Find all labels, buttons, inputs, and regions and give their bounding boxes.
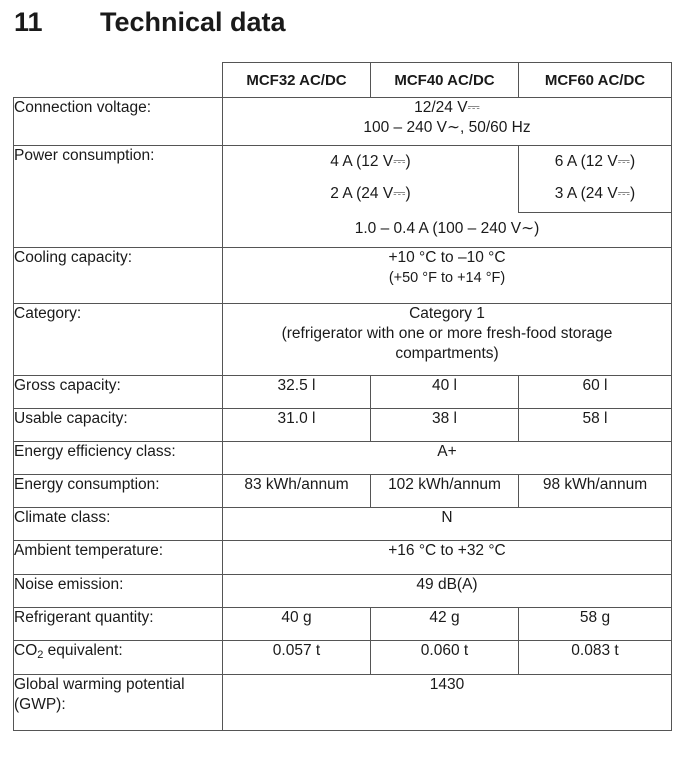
gwp-label-line1: Global warming potential <box>14 676 185 693</box>
value-cooling-capacity <box>223 248 672 304</box>
label-ambient-temperature: Ambient temperature: <box>14 541 223 575</box>
power-ac: 1.0 – 0.4 A (100 – 240 V∼) <box>223 213 672 248</box>
connection-voltage-dc: 12/24 V⎓ <box>414 99 480 116</box>
label-noise-emission: Noise emission: <box>14 575 223 608</box>
power-mcf32-40-24v: 2 A (24 V⎓) <box>223 180 519 213</box>
gwp-label-line2: (GWP): <box>14 696 66 713</box>
co2-mcf40: 0.060 t <box>371 641 519 675</box>
usable-capacity-mcf32: 31.0 l <box>223 409 371 442</box>
row-refrigerant-quantity <box>14 608 672 641</box>
cooling-capacity-fahrenheit: (+50 °F to +14 °F) <box>388 270 506 286</box>
label-co2-equivalent <box>14 641 223 675</box>
power-mcf60-24v: 3 A (24 V⎓) <box>519 180 672 213</box>
label-climate-class: Climate class: <box>14 508 223 541</box>
power-mcf60-12v: 6 A (12 V⎓) <box>519 146 672 181</box>
column-header-mcf40: MCF40 AC/DC <box>371 63 519 98</box>
refrigerant-mcf40: 42 g <box>371 608 519 641</box>
cooling-capacity-celsius: +10 °C to –10 °C <box>388 249 506 266</box>
value-category <box>223 304 672 376</box>
refrigerant-mcf32: 40 g <box>223 608 371 641</box>
column-header-mcf60: MCF60 AC/DC <box>519 63 672 98</box>
label-connection-voltage: Connection voltage: <box>14 98 223 146</box>
co2-label-main: CO <box>14 642 38 659</box>
label-cooling-capacity: Cooling capacity: <box>14 248 223 304</box>
label-power-consumption: Power consumption: <box>14 146 223 248</box>
refrigerant-mcf60: 58 g <box>519 608 672 641</box>
value-connection-voltage <box>223 98 672 146</box>
label-usable-capacity: Usable capacity: <box>14 409 223 442</box>
header-empty-cell <box>14 63 223 98</box>
section-heading <box>14 2 286 42</box>
row-power-consumption <box>14 146 672 181</box>
row-co2-equivalent <box>14 641 672 675</box>
technical-data-table <box>13 62 672 731</box>
co2-label-subscript: 2 <box>37 649 44 661</box>
power-mcf32-40-12v: 4 A (12 V⎓) <box>223 146 519 181</box>
energy-consumption-mcf32: 83 kWh/annum <box>223 475 371 508</box>
row-connection-voltage <box>14 98 672 146</box>
value-ambient-temperature: +16 °C to +32 °C <box>223 541 672 575</box>
gross-capacity-mcf32: 32.5 l <box>223 376 371 409</box>
value-noise-emission: 49 dB(A) <box>223 575 672 608</box>
row-energy-consumption <box>14 475 672 508</box>
label-refrigerant-quantity: Refrigerant quantity: <box>14 608 223 641</box>
row-gross-capacity <box>14 376 672 409</box>
label-gwp <box>14 675 223 731</box>
energy-consumption-mcf40: 102 kWh/annum <box>371 475 519 508</box>
category-name: Category 1 <box>409 305 485 322</box>
co2-label-rest: equivalent: <box>43 642 123 659</box>
column-header-mcf32: MCF32 AC/DC <box>223 63 371 98</box>
label-energy-efficiency: Energy efficiency class: <box>14 442 223 475</box>
row-cooling-capacity <box>14 248 672 304</box>
category-description-2: compartments) <box>395 345 499 362</box>
co2-mcf32: 0.057 t <box>223 641 371 675</box>
gross-capacity-mcf60: 60 l <box>519 376 672 409</box>
section-number: 11 <box>14 6 43 37</box>
co2-mcf60: 0.083 t <box>519 641 672 675</box>
row-energy-efficiency <box>14 442 672 475</box>
row-gwp <box>14 675 672 731</box>
label-gross-capacity: Gross capacity: <box>14 376 223 409</box>
section-title: Technical data <box>100 6 286 37</box>
value-gwp: 1430 <box>223 675 672 731</box>
label-energy-consumption: Energy consumption: <box>14 475 223 508</box>
gross-capacity-mcf40: 40 l <box>371 376 519 409</box>
label-category: Category: <box>14 304 223 376</box>
row-climate-class <box>14 508 672 541</box>
connection-voltage-ac: 100 – 240 V∼, 50/60 Hz <box>363 119 531 136</box>
energy-consumption-mcf60: 98 kWh/annum <box>519 475 672 508</box>
usable-capacity-mcf60: 58 l <box>519 409 672 442</box>
usable-capacity-mcf40: 38 l <box>371 409 519 442</box>
row-noise-emission <box>14 575 672 608</box>
value-energy-efficiency: A+ <box>223 442 672 475</box>
row-usable-capacity <box>14 409 672 442</box>
row-ambient-temperature <box>14 541 672 575</box>
value-climate-class: N <box>223 508 672 541</box>
row-category <box>14 304 672 376</box>
category-description-1: (refrigerator with one or more fresh-food storage <box>281 325 613 342</box>
header-row <box>14 63 672 98</box>
